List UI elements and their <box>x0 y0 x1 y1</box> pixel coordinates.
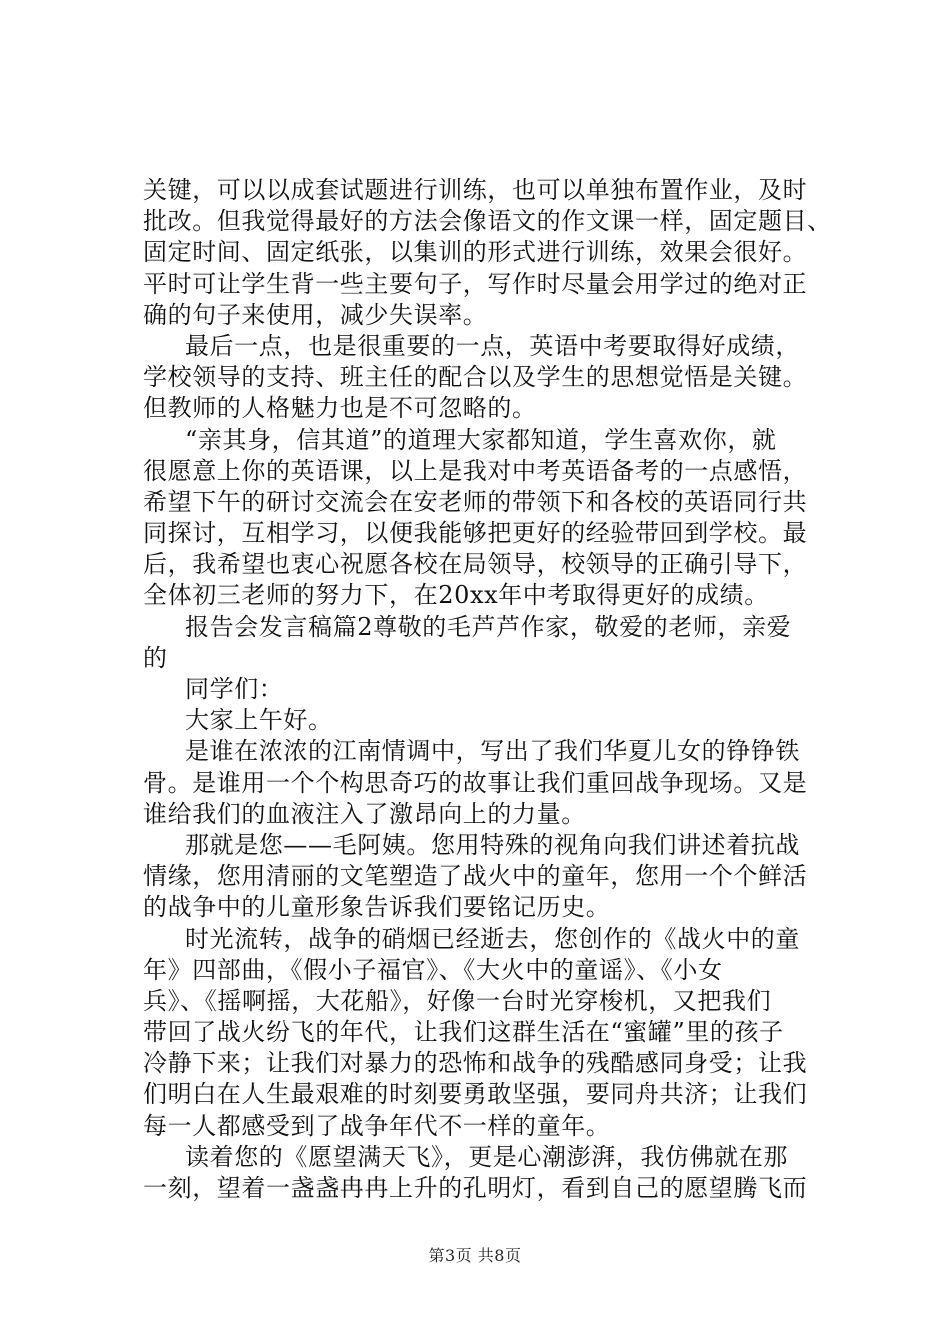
page-footer: 第3页 共8页 <box>428 1246 522 1265</box>
text-line: 平时可让学生背一些主要句子，写作时尽量会用学过的绝对正 <box>143 269 808 298</box>
text-line: 最后一点，也是很重要的一点，英语中考要取得好成绩， <box>185 331 800 360</box>
text-line: 那就是您——毛阿姨。您用特殊的视角向我们讲述着抗战 <box>185 830 800 859</box>
text-line: 是谁在浓浓的江南情调中，写出了我们华夏儿女的铮铮铁 <box>185 737 800 766</box>
text-line: 大家上午好。 <box>185 706 333 735</box>
text-line: 同学们： <box>185 675 284 703</box>
text-line: 的 <box>143 643 168 672</box>
text-line: 批改。但我觉得最好的方法会像语文的作文课一样，固定题目、 <box>143 207 832 236</box>
text-line: 学校领导的支持、班主任的配合以及学生的思想觉悟是关键。 <box>143 363 808 392</box>
text-line: 确的句子来使用，减少失误率。 <box>143 300 488 329</box>
text-line: “亲其身，信其道”的道理大家都知道，学生喜欢你，就 <box>185 425 777 454</box>
text-line: 但教师的人格魅力也是不可忽略的。 <box>143 394 537 423</box>
text-line: 情缘，您用清丽的文笔塑造了战火中的童年，您用一个个鲜活 <box>143 862 808 891</box>
text-line: 一刻，望着一盏盏冉冉上升的孔明灯，看到自己的愿望腾飞而 <box>143 1174 808 1202</box>
text-line: 谁给我们的血液注入了激昂向上的力量。 <box>143 799 586 828</box>
text-line: 希望下午的研讨交流会在安老师的带领下和各校的英语同行共 <box>143 487 808 516</box>
text-line: 全体初三老师的努力下，在20xx年中考取得更好的成绩。 <box>143 581 769 610</box>
text-line: 关键，可以以成套试题进行训练，也可以单独布置作业，及时 <box>143 176 808 204</box>
text-line: 骨。是谁用一个个构思奇巧的故事让我们重回战争现场。又是 <box>143 768 808 797</box>
text-line: 固定时间、固定纸张，以集训的形式进行训练，效果会很好。 <box>143 238 808 267</box>
text-line: 带回了战火纷飞的年代，让我们这群生活在“蜜罐”里的孩子 <box>143 1018 784 1047</box>
text-line: 兵》、《摇啊摇，大花船》，好像一台时光穿梭机，又把我们 <box>143 986 772 1015</box>
text-line: 同探讨，互相学习，以便我能够把更好的经验带回到学校。最 <box>143 519 808 548</box>
text-line: 读着您的《愿望满天飞》，更是心潮澎湃，我仿佛就在那 <box>185 1142 788 1171</box>
document-body <box>143 175 843 1204</box>
text-line: 很愿意上你的英语课，以上是我对中考英语备考的一点感悟， <box>143 456 808 485</box>
text-line: 时光流转，战争的硝烟已经逝去，您创作的《战火中的童 <box>185 924 800 953</box>
text-line: 后，我希望也衷心祝愿各校在局领导，校领导的正确引导下， <box>143 550 808 579</box>
text-line: 冷静下来；让我们对暴力的恐怖和战争的残酷感同身受；让我 <box>143 1049 808 1078</box>
text-line: 报告会发言稿篇2尊敬的毛芦芦作家，敬爱的老师，亲爱 <box>185 612 792 641</box>
text-line: 每一人都感受到了战争年代不一样的童年。 <box>143 1111 611 1140</box>
text-line: 们明白在人生最艰难的时刻要勇敢坚强，要同舟共济；让我们 <box>143 1080 808 1109</box>
text-line: 年》四部曲，《假小子福官》、《大火中的童谣》、《小女 <box>143 955 723 984</box>
text-line: 的战争中的儿童形象告诉我们要铭记历史。 <box>143 893 611 922</box>
